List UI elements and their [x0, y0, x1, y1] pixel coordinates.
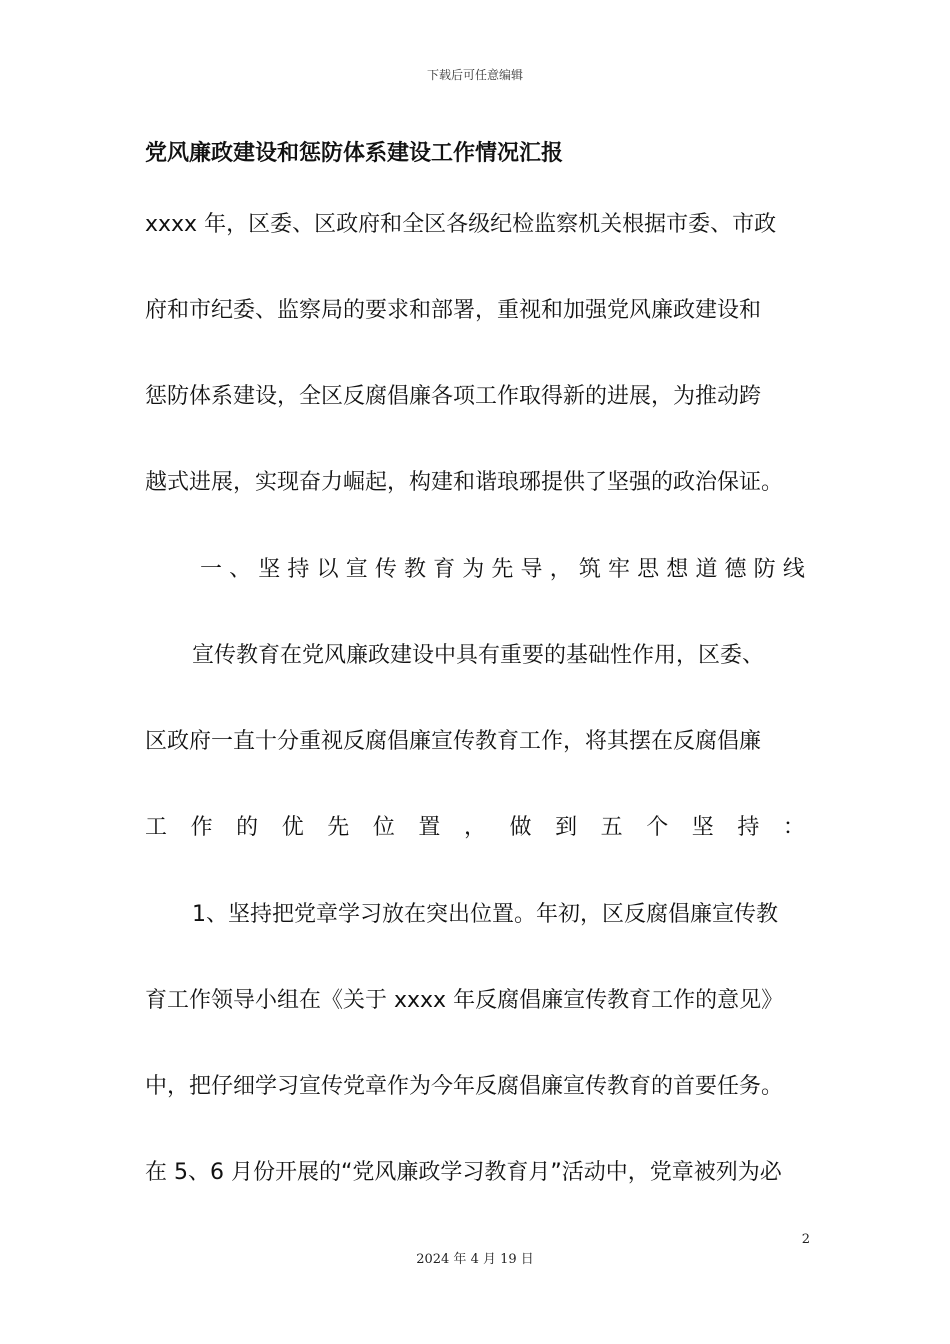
text-char: 持	[287, 557, 310, 582]
text-char: 宣	[345, 557, 368, 582]
text-char: 防	[753, 557, 776, 582]
text-char: 做	[509, 815, 532, 840]
text-char: 筑	[578, 557, 601, 582]
paragraph-line-5: 宣传教育在党风廉政建设中具有重要的基础性作用，区委、	[192, 643, 765, 668]
list-item-1-line-4: 在 5、6 月份开展的“党风廉政学习教育月”活动中，党章被列为必	[145, 1160, 782, 1185]
text-char: 到	[555, 815, 578, 840]
text-char: 持	[737, 815, 760, 840]
text-char: 置	[418, 815, 441, 840]
text-char: ，	[549, 557, 572, 582]
text-char: 德	[724, 557, 747, 582]
text-char: 以	[316, 557, 339, 582]
text-char: 作	[190, 815, 213, 840]
list-item-1-line-2: 育工作领导小组在《关于 xxxx 年反腐倡廉宣传教育工作的意见》	[145, 988, 784, 1013]
paragraph-line-4: 越式进展，实现奋力崛起，构建和谐琅琊提供了坚强的政治保证。	[145, 470, 784, 495]
text-char: 一	[200, 557, 223, 582]
text-char: ，	[463, 815, 486, 840]
text-char: 位	[372, 815, 395, 840]
text-char: 为	[462, 557, 485, 582]
document-title: 党风廉政建设和惩防体系建设工作情况汇报	[145, 141, 564, 166]
text-char: 传	[374, 557, 397, 582]
text-char: 先	[491, 557, 514, 582]
text-char: 坚	[691, 815, 714, 840]
text-char: 思	[637, 557, 660, 582]
paragraph-line-3: 惩防体系建设，全区反腐倡廉各项工作取得新的进展，为推动跨	[145, 384, 762, 409]
paragraph-line-2: 府和市纪委、监察局的要求和部署，重视和加强党风廉政建设和	[145, 298, 762, 323]
text-char: 工	[145, 815, 168, 840]
text-char: 道	[695, 557, 718, 582]
paragraph-line-6: 区政府一直十分重视反腐倡廉宣传教育工作，将其摆在反腐倡廉	[145, 729, 762, 754]
text-char: 、	[229, 557, 252, 582]
text-char: 牢	[607, 557, 630, 582]
text-char: 先	[327, 815, 350, 840]
footer-date: 2024 年 4 月 19 日	[416, 1252, 534, 1267]
text-char: 优	[281, 815, 304, 840]
text-char: 教	[403, 557, 426, 582]
text-char: 五	[600, 815, 623, 840]
list-item-1-line-1: 1、坚持把党章学习放在突出位置。年初，区反腐倡廉宣传教	[192, 902, 778, 927]
text-char: 育	[433, 557, 456, 582]
text-char: 坚	[258, 557, 281, 582]
header-note: 下载后可任意编辑	[426, 68, 523, 82]
text-char: 线	[782, 557, 805, 582]
text-char: 个	[646, 815, 669, 840]
text-char: 想	[666, 557, 689, 582]
text-char: 的	[236, 815, 259, 840]
list-item-1-line-3: 中，把仔细学习宣传党章作为今年反腐倡廉宣传教育的首要任务。	[145, 1074, 784, 1099]
section-heading-1	[200, 555, 805, 585]
page-number: 2	[801, 1232, 810, 1247]
paragraph-line-1: xxxx 年，区委、区政府和全区各级纪检监察机关根据市委、市政	[145, 212, 777, 237]
text-char: ：	[782, 815, 805, 840]
text-char: 导	[520, 557, 543, 582]
paragraph-line-7	[145, 813, 805, 843]
